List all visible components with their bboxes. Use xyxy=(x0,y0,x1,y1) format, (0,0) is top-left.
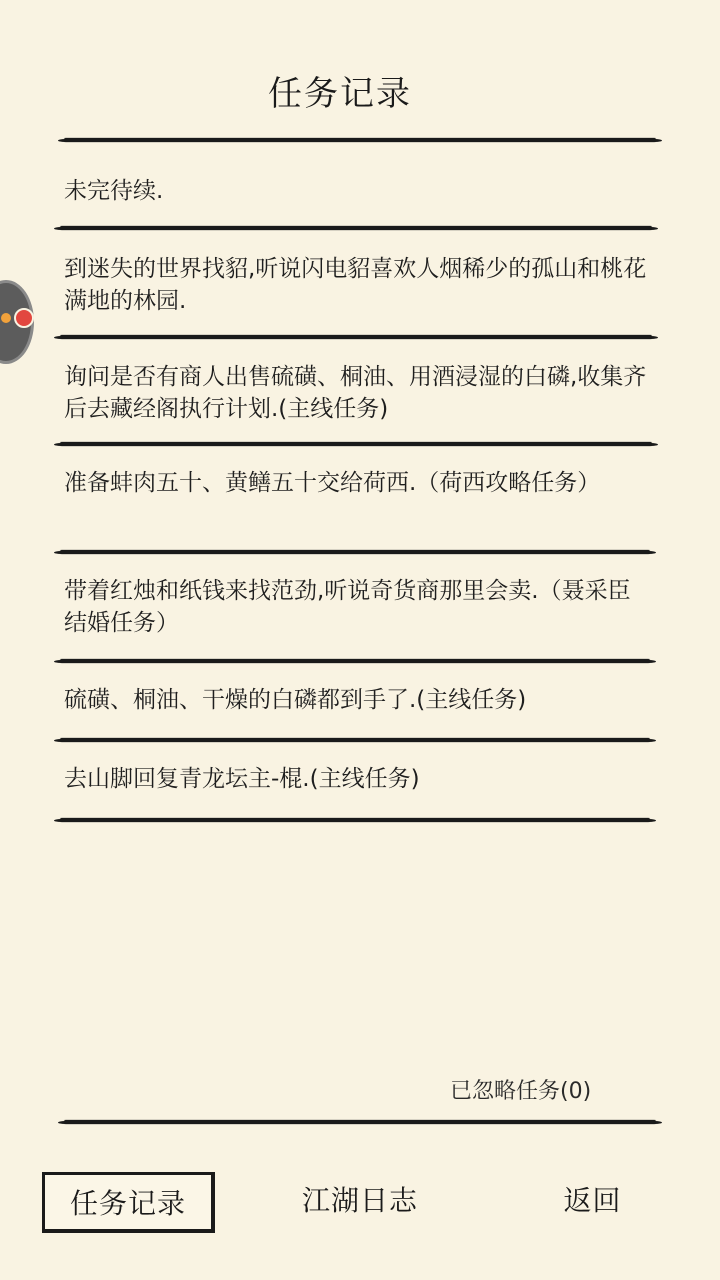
task-divider xyxy=(60,442,652,446)
task-divider xyxy=(60,226,652,230)
task-item[interactable]: 准备蚌肉五十、黄鳝五十交给荷西.（荷西攻略任务） xyxy=(64,470,601,496)
task-item[interactable]: 到迷失的世界找貂,听说闪电貂喜欢人烟稀少的孤山和桃花满地的林园. xyxy=(64,256,647,314)
tab-task-record[interactable]: 任务记录 xyxy=(42,1172,215,1233)
task-item[interactable]: 去山脚回复青龙坛主-棍.(主线任务) xyxy=(64,766,420,792)
task-item[interactable]: 未完待续. xyxy=(64,178,164,204)
notification-dot xyxy=(14,308,34,328)
back-button[interactable]: 返回 xyxy=(563,1184,622,1217)
page-title: 任务记录 xyxy=(268,74,412,114)
footer-divider xyxy=(64,1120,656,1124)
tab-jianghu-log[interactable]: 江湖日志 xyxy=(301,1184,418,1217)
task-divider xyxy=(60,550,650,554)
ignored-tasks-link[interactable]: 已忽略任务(0) xyxy=(450,1079,592,1104)
eye-icon xyxy=(1,313,11,323)
task-divider xyxy=(60,659,650,663)
title-divider xyxy=(64,138,656,142)
task-divider xyxy=(60,738,650,742)
task-divider xyxy=(60,335,652,339)
task-item[interactable]: 询问是否有商人出售硫磺、桐油、用酒浸湿的白磷,收集齐后去藏经阁执行计划.(主线任务) xyxy=(64,364,647,422)
task-divider xyxy=(60,818,650,822)
task-item[interactable]: 硫磺、桐油、干燥的白磷都到手了.(主线任务) xyxy=(64,687,527,713)
task-item[interactable]: 带着红烛和纸钱来找范劲,听说奇货商那里会卖.（聂采臣结婚任务） xyxy=(64,578,631,636)
